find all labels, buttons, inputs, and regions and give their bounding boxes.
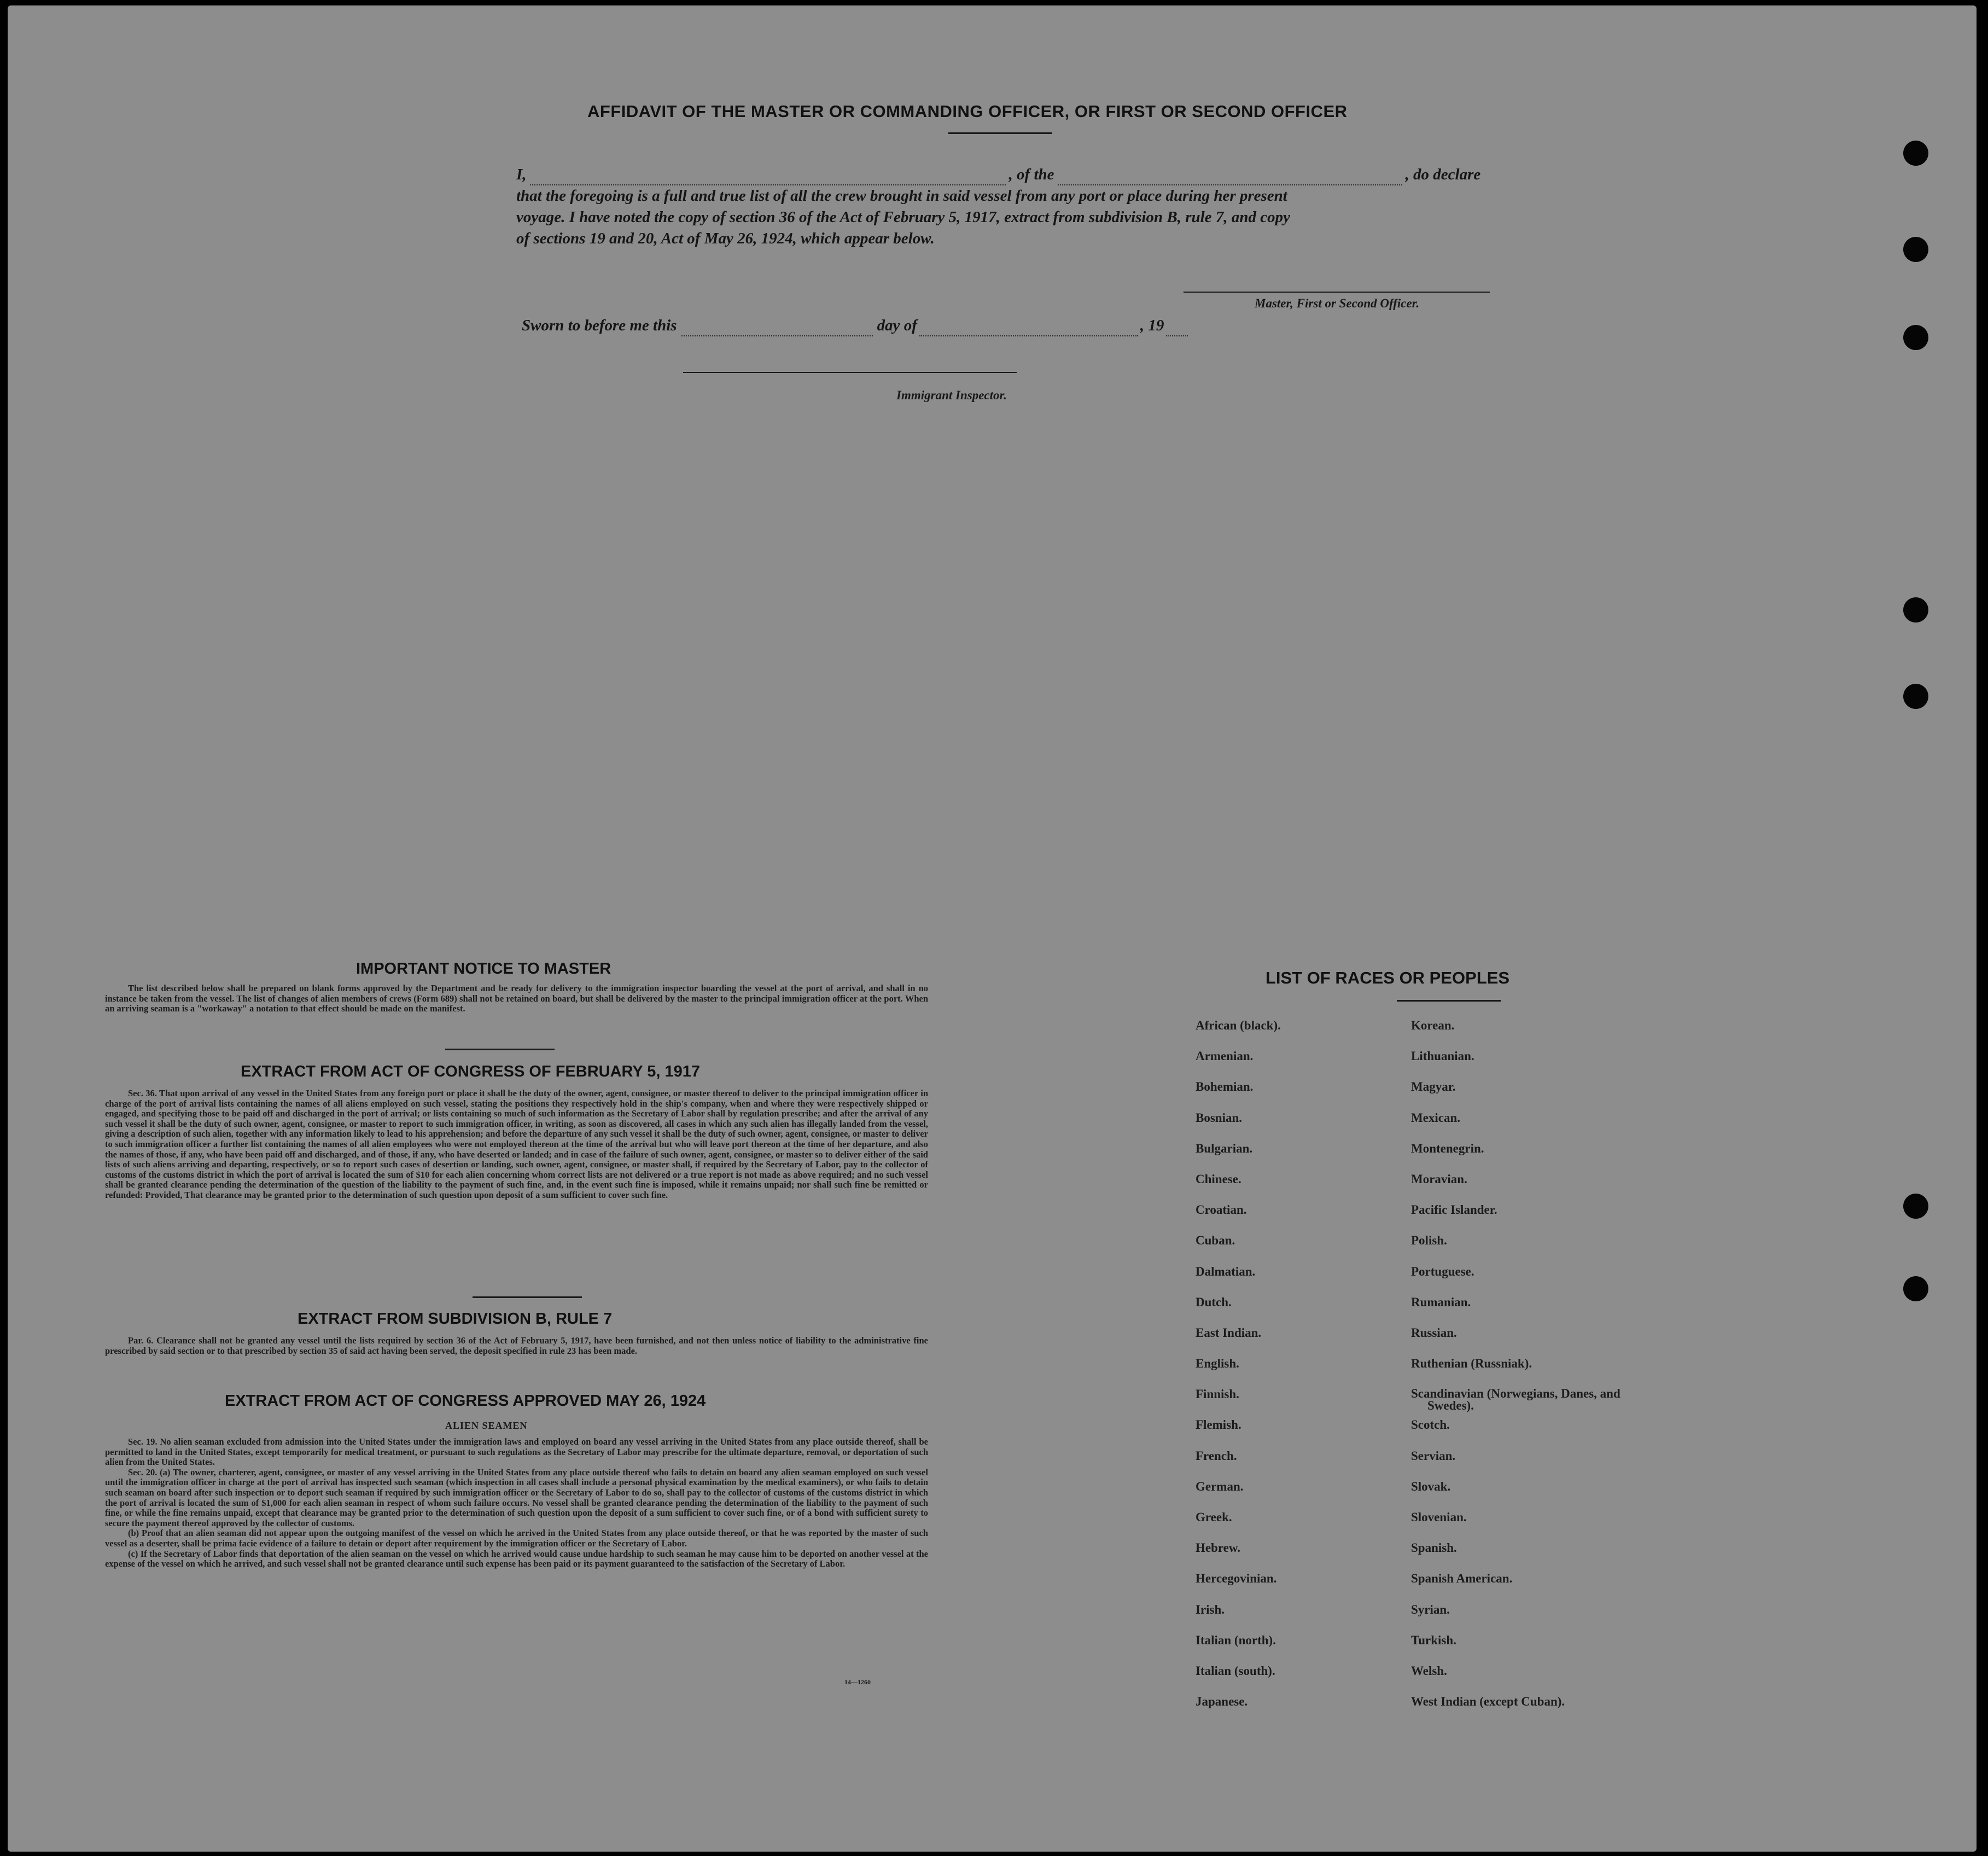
section-divider — [473, 1296, 582, 1298]
race-list-item: Hebrew. — [1196, 1541, 1240, 1555]
document-sheet — [8, 5, 1977, 1852]
race-list-item: Finnish. — [1196, 1387, 1239, 1401]
extract-rule7-title: EXTRACT FROM SUBDIVISION B, RULE 7 — [298, 1310, 613, 1328]
affidavit-line3: voyage. I have noted the copy of section 36 of the Act of February 5, 1917, extract from subdivision B, rule 7, and copy — [516, 208, 1290, 226]
affidavit-title: AFFIDAVIT OF THE MASTER OR COMMANDING OFFICER, OR FIRST OR SECOND OFFICER — [587, 102, 1348, 121]
race-list-item: Scotch. — [1411, 1418, 1450, 1432]
master-signature-label: Master, First or Second Officer. — [1255, 296, 1420, 310]
race-list-item: Russian. — [1411, 1325, 1457, 1340]
race-list-item: Ruthenian (Russniak). — [1411, 1357, 1532, 1371]
inspector-label: Immigrant Inspector. — [896, 388, 1007, 402]
races-title-underline — [1397, 1000, 1501, 1002]
race-list-item: Bohemian. — [1196, 1080, 1254, 1094]
race-list-item: Bosnian. — [1196, 1110, 1243, 1125]
race-list-item: Spanish American. — [1411, 1572, 1513, 1586]
affidavit-body — [516, 164, 1539, 249]
sec20c-text: (c) If the Secretary of Labor finds that deportation of the alien seaman on the vessel on which he arrived would cause undue hardship to such seaman he may cause him to be deported on another vessel at the expense of the vessel on which he arrived, and such vessel shall not be granted clearance until such expense has been paid or its payment guaranteed to the satisfaction of the Secretary of Labor. — [105, 1548, 928, 1569]
race-list-item: Hercegovinian. — [1196, 1572, 1277, 1586]
race-list-item: Cuban. — [1196, 1234, 1235, 1248]
extract-1917-body: Sec. 36. That upon arrival of any vessel in the United States from any foreign port or place it shall be the duty of the owner, agent, consignee, or master thereof to deliver to the principal immigration officer in charge of the port of arrival lists containing the names of all aliens employed on such vessel, stating the positions they respectively hold in the ship's company, when and where they were respectively shipped or engaged, and specifying those to be paid off and discharged in the port of arrival; or lists containing so much of such information as the Secretary of Labor shall by regulation prescribe; and after the arrival of any such vessel it shall be the duty of such owner, agent, consignee, or master to report to such immigration officer, in writing, as soon as discovered, all cases in which any such alien has illegally landed from the vessel, giving a description of such alien, together with any information likely to lead to his apprehension; and before the departure of any such vessel it shall be the duty of such owner, agent, consignee, or master to deliver to such immigration officer a further list containing the names of all alien employees who were not employed thereon at the time of the arrival but who will leave port thereon at the time of her departure, and also the names of those, if any, who have been paid off and discharged, and of those, if any, who have deserted or landed; and in case of the failure of such owner, agent, consignee, or master so to deliver either of the said lists of such aliens arriving and departing, respectively, or so to report such cases of desertion or landing, such owner, agent, consignee, or master shall, if required by the Secretary of Labor, pay to the collector of customs of the customs district in which the port of arrival is located the sum of $10 for each alien concerning whom correct lists are not delivered or a true report is not made as above required; and no such vessel shall be granted clearance pending the determination of the question of the liability to the payment of such fine, and, in the event such fine is imposed, while it remains unpaid; nor shall such fine be remitted or refunded: Provided, That clearance may be granted prior to the determination of such question upon deposit of a sum sufficient to cover such fine. — [105, 1088, 928, 1200]
affidavit-declare: , do declare — [1405, 166, 1481, 183]
name-field[interactable] — [530, 170, 1006, 185]
race-list-item: Magyar. — [1411, 1080, 1456, 1094]
race-list-item: Montenegrin. — [1411, 1141, 1484, 1155]
sworn-day: day of — [877, 317, 917, 334]
inspector-signature-line[interactable] — [683, 372, 1017, 373]
punch-hole — [1903, 237, 1928, 262]
race-list-item: Irish. — [1196, 1602, 1225, 1616]
race-list-item: Armenian. — [1196, 1049, 1254, 1063]
punch-hole — [1903, 141, 1928, 166]
race-list-item: Pacific Islander. — [1411, 1203, 1497, 1217]
race-list-item: French. — [1196, 1448, 1237, 1463]
race-list-item: West Indian (except Cuban). — [1411, 1695, 1565, 1709]
race-list-item: Slovak. — [1411, 1479, 1451, 1493]
races-column-2 — [1411, 1019, 1624, 1726]
extract-1917-title: EXTRACT FROM ACT OF CONGRESS OF FEBRUARY 5, 1917 — [241, 1063, 701, 1080]
race-list-item: German. — [1196, 1479, 1244, 1493]
race-list-item: Syrian. — [1411, 1602, 1450, 1616]
race-list-item: East Indian. — [1196, 1325, 1262, 1340]
race-list-item: Croatian. — [1196, 1203, 1247, 1217]
extract-1924-body — [105, 1437, 928, 1569]
race-list-item: Polish. — [1411, 1234, 1447, 1248]
race-list-item: Flemish. — [1196, 1418, 1241, 1432]
race-list-item: Chinese. — [1196, 1172, 1241, 1186]
alien-seamen-subtitle: ALIEN SEAMEN — [445, 1420, 528, 1431]
affidavit-line4: of sections 19 and 20, Act of May 26, 1924, which appear below. — [516, 230, 935, 247]
sworn-line — [522, 315, 1188, 336]
sworn-prefix: Sworn to before me this — [522, 317, 677, 334]
master-signature-line[interactable] — [1184, 292, 1490, 293]
sec20a-text: Sec. 20. (a) The owner, charterer, agent, consignee, or master of any vessel arriving in the United States from any place outside thereof who fails to detain on board any alien seaman employed on such vessel until the immigration officer in charge at the port of arrival has inspected such seaman (which inspection in all cases shall include a personal physical examination by the medical examiners), or who fails to detain such seaman on board after such inspection or to deport such seaman if required by such immigration officer or the Secretary of Labor to do so, shall pay to the collector of customs of the customs district in which the port of arrival is located the sum of $1,000 for each alien seaman in respect of whom such failure occurs. No vessel shall be granted clearance pending the determination of the liability to the payment of such fine, or while the fine remains unpaid, except that clearance may be granted prior to the determination of such question upon the deposit of a sum sufficient to cover such fine, or of a bond with sufficient surety to secure the payment thereof approved by the collector of customs. — [105, 1467, 928, 1528]
race-list-item: Dutch. — [1196, 1295, 1232, 1309]
race-list-item: African (black). — [1196, 1019, 1281, 1032]
sworn-date-field[interactable] — [681, 321, 873, 336]
affidavit-i: I, — [516, 166, 527, 183]
race-list-item: Slovenian. — [1411, 1510, 1467, 1524]
race-list-item: Korean. — [1411, 1019, 1455, 1032]
race-list-item: Welsh. — [1411, 1663, 1447, 1678]
vessel-field[interactable] — [1058, 170, 1402, 185]
punch-hole — [1903, 597, 1928, 622]
race-list-item: Dalmatian. — [1196, 1264, 1256, 1278]
extract-1924-title: EXTRACT FROM ACT OF CONGRESS APPROVED MAY 26, 1924 — [225, 1392, 706, 1410]
race-list-item: Spanish. — [1411, 1541, 1457, 1555]
punch-hole — [1903, 1194, 1928, 1219]
race-list-item: Moravian. — [1411, 1172, 1467, 1186]
race-list-item: Japanese. — [1196, 1695, 1248, 1709]
punch-hole — [1903, 325, 1928, 350]
race-list-item: Bulgarian. — [1196, 1141, 1253, 1155]
affidavit-of-the: , of the — [1008, 166, 1054, 183]
race-list-item: Rumanian. — [1411, 1295, 1471, 1309]
extract-rule7-body: Par. 6. Clearance shall not be granted any vessel until the lists required by section 36 of the Act of February 5, 1917, have been furnished, and not then unless notice of liability to the administrative fine prescribed by said section or to that prescribed by section 35 of said act having been served, the deposit specified in rule 23 has been made. — [105, 1335, 928, 1356]
sworn-month-field[interactable] — [919, 321, 1138, 336]
race-list-item: Portuguese. — [1411, 1264, 1474, 1278]
races-column-1 — [1196, 1019, 1281, 1726]
sworn-year-field[interactable] — [1166, 321, 1188, 336]
section-divider — [445, 1049, 555, 1050]
form-number: 14—1260 — [844, 1678, 871, 1686]
race-list-item: Lithuanian. — [1411, 1049, 1474, 1063]
sec20b-text: (b) Proof that an alien seaman did not appear upon the outgoing manifest of the vessel on which he arrived in the United States from any place outside thereof, or that he was reported by the master of such vessel as a deserter, shall be prima facie evidence of a failure to detain or deport after requirement by the immigration officer or the Secretary of Labor. — [105, 1528, 928, 1549]
race-list-item: Italian (north). — [1196, 1633, 1276, 1647]
notice-title: IMPORTANT NOTICE TO MASTER — [356, 960, 611, 978]
notice-body: The list described below shall be prepared on blank forms approved by the Department and be ready for delivery to the immigration inspector boarding the vessel at the port of arrival, and shall in no instance be taken from the vessel. The list of changes of alien members of crews (Form 689) shall not be retained on board, but shall be delivered by the master to the principal immigration officer at the port. When an arriving seaman is a "workaway" a notation to that effect should be made on the manifest. — [105, 983, 928, 1014]
race-list-item: Turkish. — [1411, 1633, 1456, 1647]
race-list-item: English. — [1196, 1357, 1239, 1371]
race-list-item: Servian. — [1411, 1448, 1456, 1463]
punch-hole — [1903, 1276, 1928, 1301]
affidavit-line2: that the foregoing is a full and true list of all the crew brought in said vessel from any port or place during her present — [516, 187, 1287, 205]
sworn-year: , 19 — [1140, 317, 1164, 334]
title-underline — [948, 132, 1052, 134]
race-list-item: Scandinavian (Norwegians, Danes, and Swedes). — [1411, 1387, 1620, 1413]
race-list-item: Italian (south). — [1196, 1663, 1275, 1678]
sec19-text: Sec. 19. No alien seaman excluded from admission into the United States under the immigration laws and employed on board any vessel arriving in the United States from any place outside thereof, shall be permitted to land in the United States, except temporarily for medical treatment, or pursuant to such regulations as the Secretary of Labor may prescribe for the ultimate departure, removal, or deportation of such alien from the United States. — [105, 1436, 928, 1468]
races-title: LIST OF RACES OR PEOPLES — [1266, 968, 1510, 987]
punch-hole — [1903, 684, 1928, 709]
race-list-item: Mexican. — [1411, 1110, 1461, 1125]
race-list-item: Greek. — [1196, 1510, 1232, 1524]
